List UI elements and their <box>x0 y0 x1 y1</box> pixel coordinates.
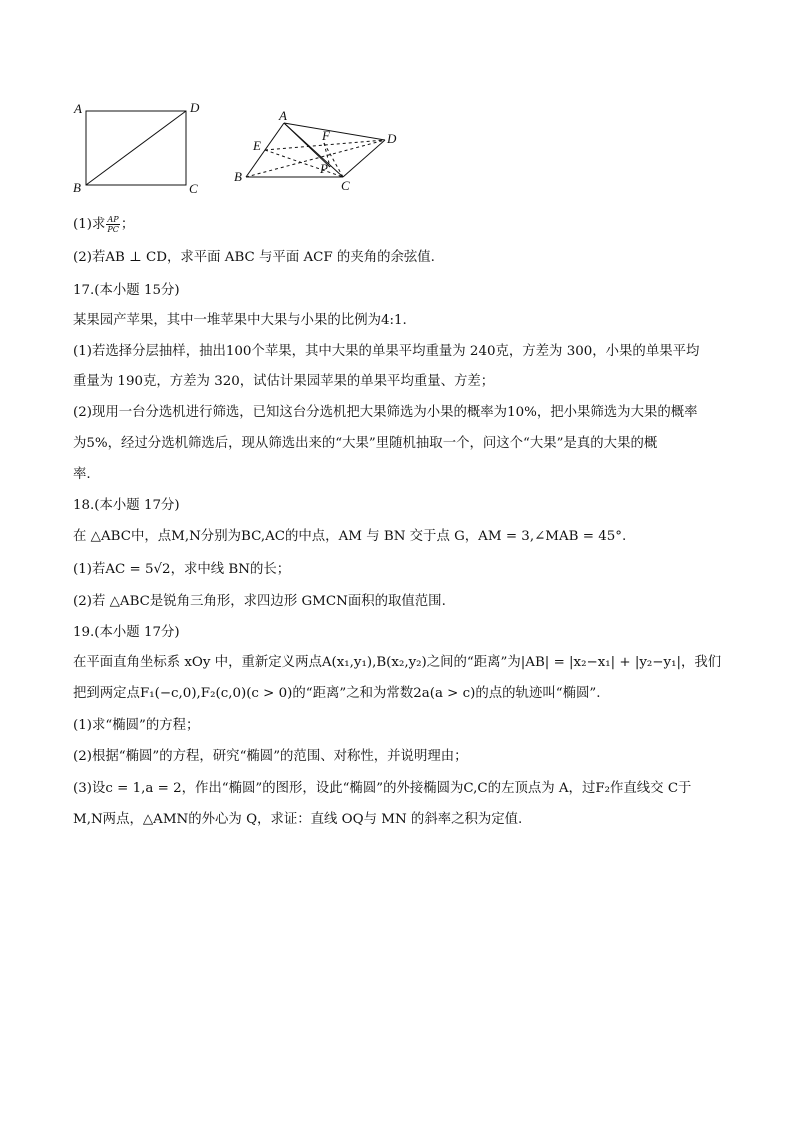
q18-intro: 在 △ABC中，点M,N分别为BC,AC的中点，AM 与 BN 交于点 G，AM = 3,∠MAB = 45°. <box>73 529 627 544</box>
q18-part2: (2)若 △ABC是锐角三角形，求四边形 GMCN面积的取值范围. <box>73 594 446 609</box>
label-B: B <box>73 180 81 195</box>
q19-intro-line2: 把到两定点F₁(−c,0),F₂(c,0)(c > 0)的“距离”之和为常数2a(a > c)的点的轨迹叫“椭圆”. <box>73 686 601 701</box>
q17-part1-line2: 重量为 190克，方差为 320，试估计果园苹果的单果平均重量、方差； <box>73 374 495 389</box>
q17-intro: 某果园产苹果，其中一堆苹果中大果与小果的比例为4:1. <box>73 313 407 328</box>
label-C: C <box>189 181 198 196</box>
q16-part1-prefix: (1)求 <box>73 217 106 232</box>
q17-header: 17.(本小题 15分) <box>73 283 180 298</box>
q16-part1 <box>73 215 134 234</box>
q18-part1: (1)若AC = 5√2，求中线 BN的长； <box>73 562 291 577</box>
q19-part3-line1: (3)设c = 1,a = 2，作出“椭圆”的图形，设此“椭圆”的外接椭圆为C,C的左顶点为 A，过F₂作直线交 C于 <box>73 781 692 796</box>
fraction-numerator: AP <box>107 215 119 224</box>
label-F: F <box>322 128 330 143</box>
q17-part2-line1: (2)现用一台分选机进行筛选，已知这台分选机把大果筛选为小果的概率为10%，把小果筛选为大果的概率 <box>73 405 698 420</box>
label-A2: A <box>279 108 287 123</box>
q16-part2: (2)若AB ⊥ CD，求平面 ABC 与平面 ACF 的夹角的余弦值. <box>73 250 435 265</box>
q16-part1-suffix: ； <box>120 217 135 232</box>
q18-header: 18.(本小题 17分) <box>73 498 180 513</box>
q19-part3-line2: M,N两点，△AMN的外心为 Q，求证：直线 OQ与 MN 的斜率之积为定值. <box>73 812 523 827</box>
label-B2: B <box>234 169 242 184</box>
label-D: D <box>190 100 200 115</box>
label-E: E <box>253 138 261 153</box>
q17-part1-line1: (1)若选择分层抽样，抽出100个苹果，其中大果的单果平均重量为 240克，方差为 300，小果的单果平均 <box>73 344 700 359</box>
label-C2: C <box>341 178 350 193</box>
geometry-figures <box>60 95 420 205</box>
fraction-ap-pc <box>106 215 120 234</box>
q17-part2-line2: 为5%，经过分选机筛选后，现从筛选出来的“大果”里随机抽取一个，问这个“大果”是真的大果的概 <box>73 436 658 451</box>
fraction-denominator: PC <box>107 225 119 234</box>
q19-intro-line1: 在平面直角坐标系 xOy 中，重新定义两点A(x₁,y₁),B(x₂,y₂)之间的“距离”为|AB| = |x₂−x₁| + |y₂−y₁|，我们 <box>73 655 722 670</box>
q17-part2-line3: 率. <box>73 467 91 482</box>
q19-part1: (1)求“椭圆”的方程； <box>73 718 200 733</box>
q19-header: 19.(本小题 17分) <box>73 625 180 640</box>
label-P: P <box>320 161 328 176</box>
rectangle-figure <box>73 100 200 196</box>
pyramid-figure <box>234 108 397 193</box>
q19-part2: (2)根据“椭圆”的方程，研究“椭圆”的范围、对称性，并说明理由； <box>73 749 468 764</box>
label-A: A <box>74 101 82 116</box>
label-D2: D <box>387 131 397 146</box>
